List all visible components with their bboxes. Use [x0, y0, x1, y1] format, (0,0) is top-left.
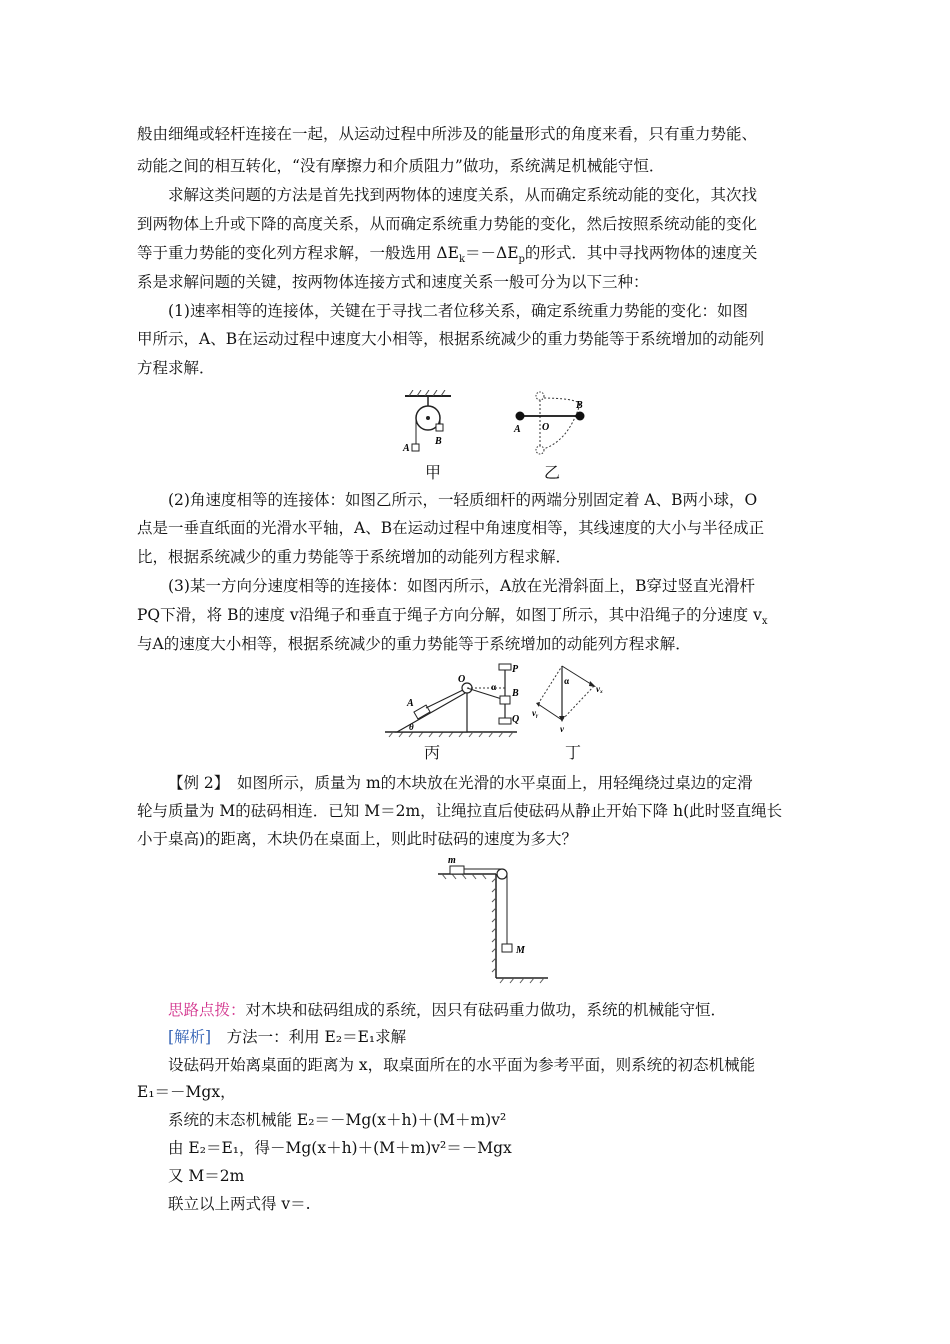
text-line: 动能之间的相互转化，“没有摩擦力和介质阻力”做功，系统满足机械能守恒．: [137, 157, 665, 175]
label-alpha: α: [564, 676, 570, 686]
text-line-formula: [137, 605, 767, 632]
subscript: k: [458, 254, 465, 266]
text-line: 与A的速度大小相等，根据系统减少的重力势能等于系统增加的动能列方程求解．: [137, 635, 691, 653]
text-line: E₁＝－Mgx，: [137, 1083, 236, 1101]
label-q: Q: [512, 714, 520, 725]
text-line: 求解这类问题的方法是首先找到两物体的速度关系，从而确定系统动能的变化，其次找: [168, 186, 758, 204]
text-line: (3)某一方向分速度相等的连接体：如图丙所示，A放在光滑斜面上，B穿过竖直光滑杆: [168, 577, 756, 595]
label-vx: vₓ: [596, 684, 604, 694]
label-theta: θ: [409, 722, 414, 732]
subscript: p: [518, 254, 525, 266]
text-line: 又 M＝2m: [168, 1167, 245, 1185]
text-line-formula: [137, 243, 757, 270]
label-alpha: α: [491, 682, 497, 692]
text-line: 【例 2】 如图所示，质量为 m的木块放在光滑的水平桌面上，用轻绳绕过桌边的定滑: [168, 774, 753, 792]
text-line: (1)速率相等的连接体，关键在于寻找二者位移关系，确定系统重力势能的变化：如图: [168, 302, 748, 320]
caption-bing: 丙: [424, 743, 441, 762]
text-segment: 的形式．其中寻找两物体的速度关: [524, 244, 758, 262]
label-v: v: [560, 724, 564, 734]
label-m: m: [448, 855, 456, 866]
analysis-line: [168, 1027, 406, 1047]
text-line: 由 E₂＝E₁，得－Mg(x＋h)＋(M＋m)v²＝－Mgx: [168, 1139, 512, 1157]
text-line: 比，根据系统减少的重力势能等于系统增加的动能列方程求解．: [137, 548, 572, 566]
text-line: 系是求解问题的关键，按两物体连接方式和速度关系一般可分为以下三种：: [137, 273, 649, 291]
text-segment: ＝－ΔE: [465, 244, 519, 262]
hint-line: [168, 1000, 726, 1020]
figure-ding-vectors: [530, 662, 605, 738]
caption-jia: 甲: [425, 463, 442, 482]
label-b: B: [435, 436, 442, 447]
text-line: 到两物体上升或下降的高度关系，从而确定系统重力势能的变化，然后按照系统动能的变化: [137, 215, 758, 233]
text-line: (2)角速度相等的连接体：如图乙所示，一轻质细杆的两端分别固定着 A、B两小球，O: [168, 491, 758, 509]
label-p: P: [512, 664, 519, 675]
text-line: 联立以上两式得 v＝.: [168, 1195, 311, 1213]
caption-ding: 丁: [565, 743, 582, 762]
subscript: x: [761, 616, 768, 628]
text-line: 方程求解．: [137, 359, 215, 377]
text-line: 甲所示，A、B在运动过程中速度大小相等，根据系统减少的重力势能等于系统增加的动能列: [137, 330, 765, 348]
label-o: O: [458, 674, 466, 685]
hint-text: 对木块和砝码组成的系统，因只有砝码重力做功，系统的机械能守恒．: [245, 1001, 727, 1019]
figure-bing-incline: [385, 662, 525, 738]
text-line: 设砝码开始离桌面的距离为 x，取桌面所在的水平面为参考平面，则系统的初态机械能: [168, 1056, 756, 1074]
label-a: A: [403, 443, 410, 454]
text-segment: PQ下滑，将 B的速度 v沿绳子和垂直于绳子方向分解，如图丁所示，其中沿绳子的分速度 v: [137, 606, 762, 624]
label-b: B: [512, 688, 519, 699]
text-segment: 等于重力势能的变化列方程求解，一般选用 ΔE: [137, 244, 459, 262]
text-line: 般由细绳或轻杆连接在一起，从运动过程中所涉及的能量形式的角度来看，只有重力势能、: [137, 125, 758, 143]
caption-yi: 乙: [544, 463, 561, 482]
label-b: B: [576, 400, 583, 411]
text-line: 小于桌高)的距离，木块仍在桌面上，则此时砝码的速度为多大？: [137, 830, 578, 848]
text-line: 轮与质量为 M的砝码相连．已知 M＝2m，让绳拉直后使砝码从静止开始下降 h(此时竖直绳长: [137, 802, 783, 820]
text-line: 系统的末态机械能 E₂＝－Mg(x＋h)＋(M＋m)v²: [168, 1111, 507, 1129]
analysis-text: 方法一：利用 E₂＝E₁求解: [211, 1028, 407, 1046]
label-a: A: [514, 424, 521, 435]
label-a: A: [407, 698, 414, 709]
figure-yi-rod: [508, 388, 618, 464]
text-line: 点是一垂直纸面的光滑水平轴，A、B在运动过程中角速度相等，其线速度的大小与半径成正: [137, 519, 765, 537]
figure-jia-pulley: [395, 390, 465, 460]
label-big-m: M: [516, 945, 525, 956]
figure-table-pulley: [436, 852, 556, 984]
label-o: O: [542, 422, 550, 433]
hint-label: 思路点拨：: [168, 1001, 246, 1019]
analysis-label: [解析]: [168, 1028, 212, 1046]
label-vy: vᵧ: [532, 708, 539, 718]
